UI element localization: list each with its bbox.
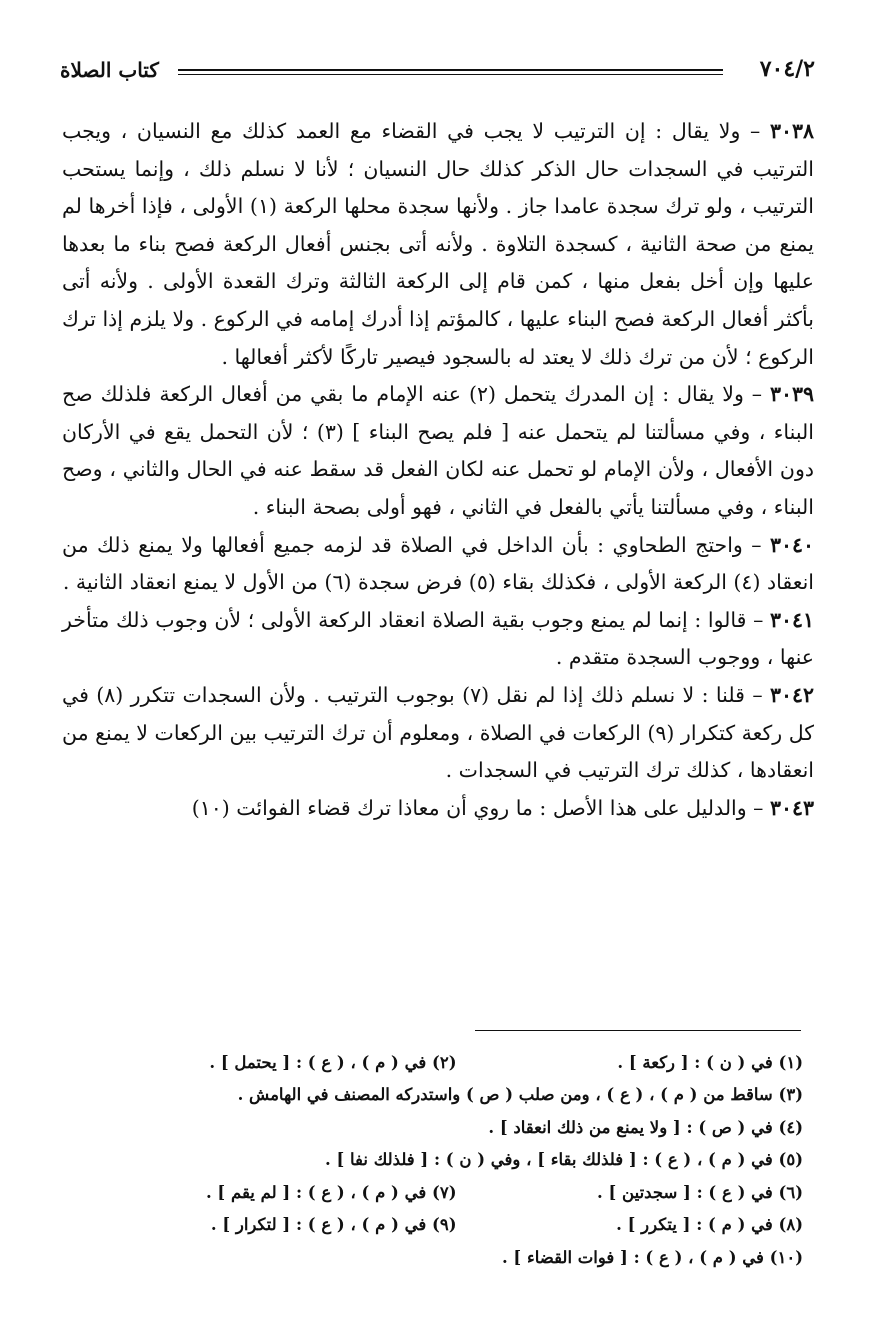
- footnote-7: (٧) في ( م ) ، ( ع ) : [ لم يقم ] .: [205, 1182, 457, 1202]
- paragraph-3039: [62, 376, 814, 526]
- footnote-3: (٣) ساقط من ( م ) ، ( ع ) ، ومن صلب ( ص ) واستدركه المصنف في الهامش .: [237, 1085, 803, 1105]
- footnote-9: (٩) في ( م ) ، ( ع ) : [ لتكرار ] .: [210, 1215, 457, 1235]
- paragraph-number: ٣٠٤٢: [769, 682, 814, 707]
- paragraph-text: – قلنا : لا نسلم ذلك إذا لم نقل (٧) بوجوب الترتيب . ولأن السجدات تتكرر (٨) في كل ركعة كتكرار (٩) الركعات في الصلاة ، ومعلوم أن ترك الترتيب بين الركعات لا يمنع من انعقادها ، كذلك ترك الترتيب في السجدات .: [62, 682, 814, 783]
- main-text: [62, 113, 814, 827]
- footnote-row: [110, 1209, 803, 1242]
- paragraph-text: – ولا يقال : إن الترتيب لا يجب في القضاء مع العمد كذلك مع النسيان ، ويجب الترتيب في السجدات حال الذكر كذلك حال النسيان ؛ لأنا لا نسلم ذلك ، وإنما يستحب الترتيب ، ولو ترك سجدة عامدا جاز . ولأنها سجدة محلها الركعة (١) الأولى ، فإذا أخرها لم يمنع من صحة الثانية ، كسجدة التلاوة . ولأنه أتى بجنس أفعال الركعة فصح بناء ما بعدها عليها وإن أخل بفعل منها ، كمن قام إلى الركعة الثالثة وترك القعدة الأولى . ولأنه أتى بأكثر أفعال الركعة فصح البناء عليها ، كالمؤتم إذا أدرك إمامه في الركوع . ولا يلزم إذا ترك الركوع ؛ لأن من ترك ذلك لا يعتد له بالسجود فيصير تاركًا لأكثر أفعالها .: [62, 119, 815, 369]
- footnote-6: (٦) في ( ع ) : [ سجدتين ] .: [596, 1182, 803, 1202]
- paragraph-3040: [62, 527, 814, 602]
- footnote-row: [110, 1176, 803, 1209]
- paragraph-text: – والدليل على هذا الأصل : ما روي أن معاذا ترك قضاء الفوائت (١٠): [191, 795, 770, 820]
- footnotes: [110, 1046, 803, 1274]
- footnote-4: (٤) في ( ص ) : [ ولا يمنع من ذلك انعقاد ] .: [488, 1117, 803, 1137]
- footnote-row: [110, 1111, 803, 1144]
- footnote-row: [110, 1046, 803, 1079]
- paragraph-number: ٣٠٣٩: [769, 382, 814, 407]
- paragraph-number: ٣٠٤١: [769, 607, 814, 632]
- paragraph-3042: [62, 677, 814, 790]
- footnote-8: (٨) في ( م ) : [ يتكرر ] .: [616, 1215, 803, 1235]
- header-rule: [178, 69, 723, 75]
- paragraph-3043: [62, 790, 814, 828]
- footnote-row: [110, 1241, 803, 1274]
- paragraph-number: ٣٠٤٣: [769, 795, 814, 820]
- paragraph-text: – ولا يقال : إن المدرك يتحمل (٢) عنه الإمام ما بقي من أفعال الركعة فلذلك صح البناء ، وفي مسألتنا لم يتحمل عنه [ فلم يصح البناء ] (٣) ؛ لأن التحمل يقع في الأركان دون الأفعال ، ولأن الإمام لو تحمل عنه لكان الفعل قد سقط عنه في الحال والثاني ، وصح البناء ، وفي مسألتنا يأتي بالفعل في الثاني ، فهو أولى بصحة البناء .: [62, 382, 814, 519]
- paragraph-number: ٣٠٣٨: [769, 119, 814, 143]
- footnote-5: (٥) في ( م ) ، ( ع ) : [ فلذلك بقاء ] ، وفي ( ن ) : [ فلذلك نفا ] .: [324, 1150, 803, 1170]
- running-header: [60, 56, 815, 92]
- footnote-separator: [475, 1030, 801, 1031]
- footnote-10: (١٠) في ( م ) ، ( ع ) : [ فوات القضاء ] .: [501, 1247, 803, 1267]
- footnote-1: (١) في ( ن ) : [ ركعة ] .: [617, 1052, 803, 1072]
- footnote-row: [110, 1144, 803, 1177]
- paragraph-text: – قالوا : إنما لم يمنع وجوب بقية الصلاة انعقاد الركعة الأولى ؛ لأن وجوب ذلك متأخر عنها ، ووجوب السجدة متقدم .: [62, 607, 814, 670]
- paragraph-3038: [62, 113, 814, 376]
- paragraph-3041: [62, 602, 814, 677]
- footnote-2: (٢) في ( م ) ، ( ع ) : [ يحتمل ] .: [209, 1052, 457, 1072]
- paragraph-text: – واحتج الطحاوي : بأن الداخل في الصلاة قد لزمه جميع أفعالها ولا يمنع ذلك من انعقاد (٤) الركعة الأولى ، فكذلك بقاء (٥) فرض سجدة (٦) من الأول لا يمنع انعقاد الثانية .: [62, 532, 814, 595]
- book-title: كتاب الصلاة: [60, 58, 159, 82]
- paragraph-number: ٣٠٤٠: [769, 532, 814, 557]
- page-number: ٧٠٤/٢: [759, 56, 815, 82]
- footnote-row: [110, 1079, 803, 1112]
